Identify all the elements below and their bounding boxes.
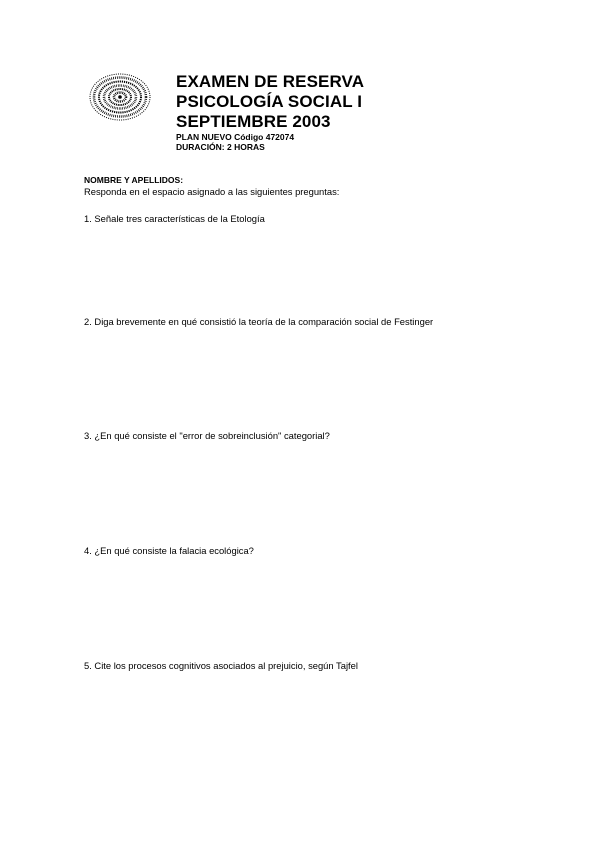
name-label: NOMBRE Y APELLIDOS: [84,175,184,185]
question-4: 4. ¿En qué consiste la falacia ecológica? [84,545,254,556]
question-1: 1. Señale tres características de la Etología [84,213,265,224]
question-2: 2. Diga brevemente en qué consistió la teoría de la comparación social de Festinger [84,316,434,327]
exam-duration: DURACIÓN: 2 HORAS [176,142,265,152]
question-5: 5. Cite los procesos cognitivos asociados al prejuicio, según Tajfel [84,660,358,671]
course-title: PSICOLOGÍA SOCIAL I [176,92,363,111]
plan-code: PLAN NUEVO Código 472074 [176,132,295,142]
instructions: Responda en el espacio asignado a las siguientes preguntas: [84,186,340,197]
exam-title: EXAMEN DE RESERVA [176,72,365,91]
exam-date: SEPTIEMBRE 2003 [176,112,331,131]
university-seal-icon [88,72,152,122]
question-3: 3. ¿En qué consiste el "error de sobreinclusión" categorial? [84,430,330,441]
exam-header [176,72,364,152]
